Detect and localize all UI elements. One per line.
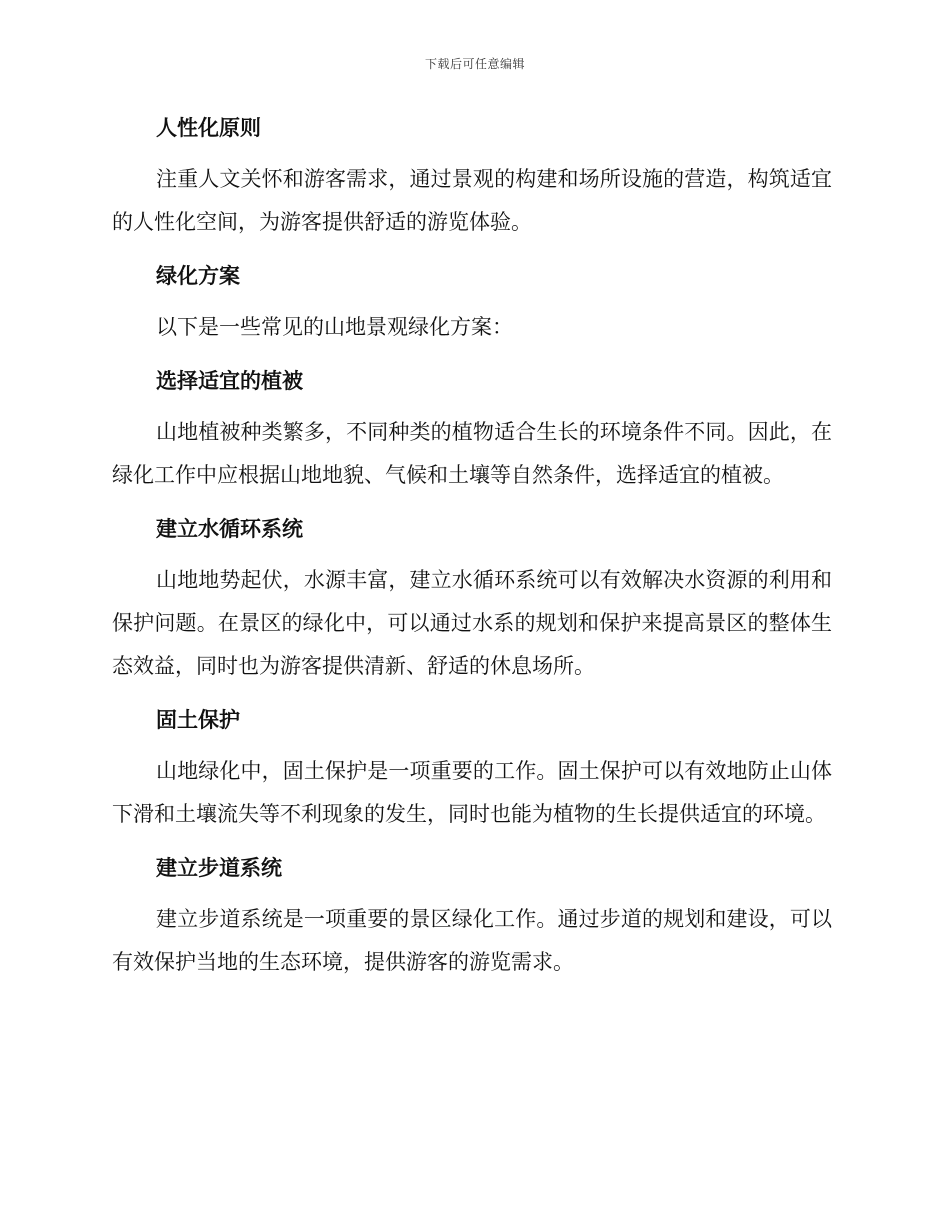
header-note: 下载后可任意编辑	[424, 57, 525, 71]
section-paragraph-humanized: 注重人文关怀和游客需求，通过景观的构建和场所设施的营造，构筑适宜的人性化空间，为游客提供舒适的游览体验。	[112, 167, 832, 234]
section-heading-humanized: 人性化原则	[156, 116, 261, 140]
section-paragraph-water-cycle: 山地地势起伏，水源丰富，建立水循环系统可以有效解决水资源的利用和保护问题。在景区的绿化中，可以通过水系的规划和保护来提高景区的整体生态效益，同时也为游客提供清新、舒适的休息场所。	[112, 568, 832, 678]
section-heading-vegetation: 选择适宜的植被	[156, 369, 303, 393]
section-paragraph-greening-plan: 以下是一些常见的山地景观绿化方案：	[156, 315, 513, 339]
section-heading-soil-protection: 固土保护	[156, 708, 240, 732]
section-paragraph-vegetation: 山地植被种类繁多，不同种类的植物适合生长的环境条件不同。因此，在绿化工作中应根据山地地貌、气候和土壤等自然条件，选择适宜的植被。	[112, 420, 832, 487]
section-paragraph-soil-protection: 山地绿化中，固土保护是一项重要的工作。固土保护可以有效地防止山体下滑和土壤流失等不利现象的发生，同时也能为植物的生长提供适宜的环境。	[112, 759, 832, 826]
section-heading-water-cycle: 建立水循环系统	[156, 517, 303, 541]
section-paragraph-trail-system: 建立步道系统是一项重要的景区绿化工作。通过步道的规划和建设，可以有效保护当地的生态环境，提供游客的游览需求。	[112, 907, 832, 974]
section-heading-greening-plan: 绿化方案	[156, 264, 240, 288]
document-body	[112, 108, 832, 984]
section-heading-trail-system: 建立步道系统	[156, 856, 282, 880]
